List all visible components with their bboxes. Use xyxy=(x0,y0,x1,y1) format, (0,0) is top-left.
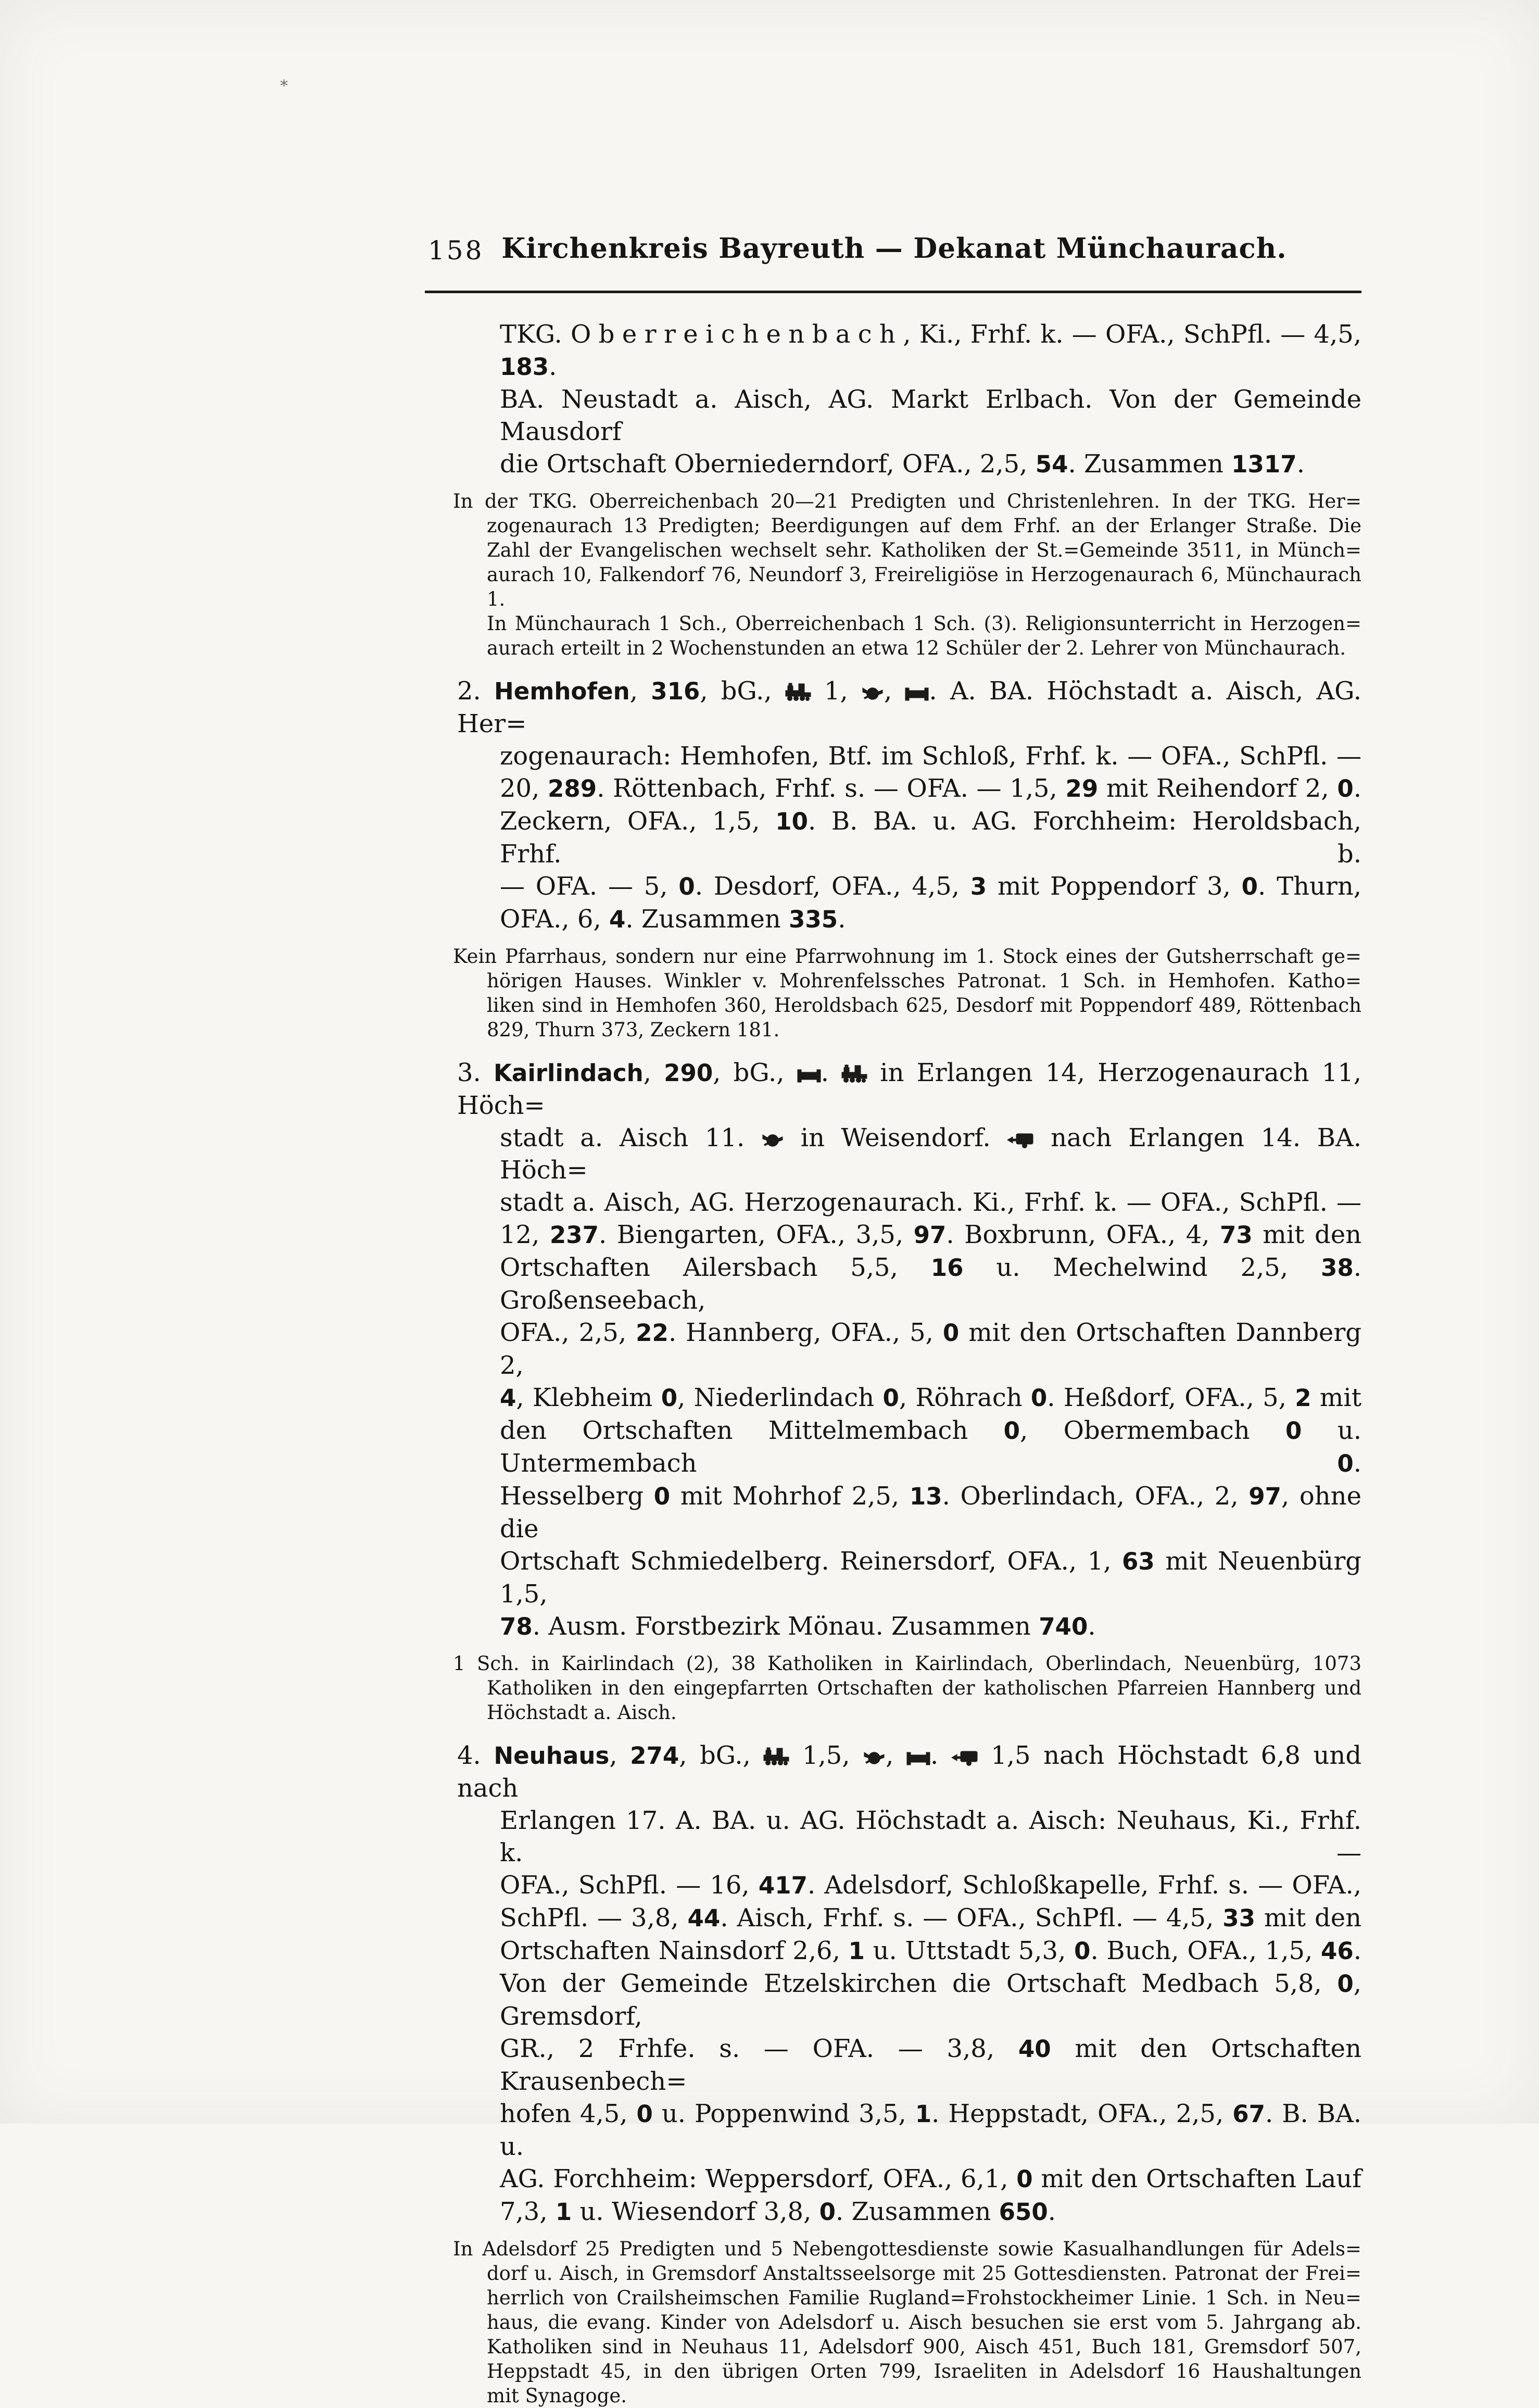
page-header xyxy=(427,232,1361,277)
text-line: In Münchaurach 1 Sch., Oberreichenbach 1 Sch. (3). Religionsunterricht in Herzogen= xyxy=(487,612,1361,635)
text-line: Von der Gemeinde Etzelskirchen die Ortschaft Medbach 5,8, 0, Gremsdorf, xyxy=(500,1969,1361,2031)
text-line: 78. Ausm. Forstbezirk Mönau. Zusammen 740. xyxy=(500,1612,1096,1641)
text-line: aurach 10, Falkendorf 76, Neundorf 3, Freireligiöse in Herzogenaurach 6, Münchaurach 1. xyxy=(487,563,1361,610)
posthorn-icon xyxy=(761,1133,784,1148)
text-line: 2. Hemhofen, 316, bG., 1, , . A. BA. Höchstadt a. Aisch, AG. Her= xyxy=(457,676,1362,738)
text-line: herrlich von Crailsheimschen Familie Rugland=Frohstockheimer Linie. 1 Sch. in Neu= xyxy=(487,2287,1361,2309)
text-line: haus, die evang. Kinder von Adelsdorf u. Aisch besuchen sie erst vom 5. Jahrgang ab. xyxy=(487,2311,1361,2334)
text-line: 3. Kairlindach, 290, bG., . in Erlangen 14, Herzogenaurach 11, Höch= xyxy=(457,1058,1362,1120)
text-line: Erlangen 17. A. BA. u. AG. Höchstadt a. Aisch: Neuhaus, Ki., Frhf. k. — xyxy=(500,1806,1361,1867)
text-line: GR., 2 Frhfe. s. — OFA. — 3,8, 40 mit den Ortschaften Krausenbech= xyxy=(500,2034,1361,2096)
entry-3-kairlindach xyxy=(457,1057,1362,1643)
entry-3-note xyxy=(453,1651,1361,1725)
page-title: Kirchenkreis Bayreuth — Dekanat Münchaurach. xyxy=(501,232,1287,265)
entry-2-hemhofen xyxy=(457,675,1362,936)
telegraph-icon xyxy=(905,687,929,701)
text-line: 7,3, 1 u. Wiesendorf 3,8, 0. Zusammen 650. xyxy=(500,2197,1056,2226)
text-line: Hesselberg 0 mit Mohrhof 2,5, 13. Oberlindach, OFA., 2, 97, ohne die xyxy=(500,1482,1362,1544)
corner-mark: * xyxy=(280,77,288,95)
railway-icon xyxy=(763,1747,789,1766)
entry-1-note xyxy=(453,489,1361,660)
entry-4-note xyxy=(453,2237,1361,2408)
text-line: 4, Klebheim 0, Niederlindach 0, Röhrach 0. Heßdorf, OFA., 5, 2 mit xyxy=(500,1383,1362,1412)
text-line: OFA., SchPfl. — 16, 417. Adelsdorf, Schloßkapelle, Frhf. s. — OFA., xyxy=(500,1871,1362,1900)
text-line: 12, 237. Biengarten, OFA., 3,5, 97. Boxbrunn, OFA., 4, 73 mit den xyxy=(500,1220,1362,1249)
text-line: OFA., 6, 4. Zusammen 335. xyxy=(500,905,846,934)
text-line: 4. Neuhaus, 274, bG., 1,5, , . 1,5 nach Höchstadt 6,8 und nach xyxy=(457,1741,1362,1803)
text-line: die Ortschaft Oberniederndorf, OFA., 2,5, 54. Zusammen 1317. xyxy=(500,449,1305,479)
text-line: zogenaurach: Hemhofen, Btf. im Schloß, Frhf. k. — OFA., SchPfl. — xyxy=(500,742,1361,771)
text-line: 1 Sch. in Kairlindach (2), 38 Katholiken in Kairlindach, Oberlindach, Neuenbürg, 1073 xyxy=(453,1652,1361,1675)
text-line: Zeckern, OFA., 1,5, 10. B. BA. u. AG. Forchheim: Heroldsbach, Frhf. b. xyxy=(500,807,1362,869)
text-line: Ortschaften Nainsdorf 2,6, 1 u. Uttstadt 5,3, 0. Buch, OFA., 1,5, 46. xyxy=(500,1936,1362,1965)
entry-1-continuation xyxy=(500,318,1361,481)
text-line: Heppstadt 45, in den übrigen Orten 799, Israeliten in Adelsdorf 16 Haushaltungen xyxy=(487,2360,1361,2382)
text-line: den Ortschaften Mittelmembach 0, Obermembach 0 u. Untermembach 0. xyxy=(500,1416,1361,1478)
text-line: stadt a. Aisch, AG. Herzogenaurach. Ki., Frhf. k. — OFA., SchPfl. — xyxy=(500,1188,1361,1217)
text-line: Katholiken sind in Neuhaus 11, Adelsdorf 900, Aisch 451, Buch 181, Gremsdorf 507, xyxy=(487,2336,1361,2358)
document-body xyxy=(427,318,1361,2408)
text-line: Höchstadt a. Aisch. xyxy=(487,1701,677,1724)
text-line: mit Synagoge. xyxy=(487,2385,627,2407)
text-line: stadt a. Aisch 11. in Weisendorf. nach Erlangen 14. BA. Höch= xyxy=(500,1123,1361,1185)
text-line: hörigen Hauses. Winkler v. Mohrenfelssches Patronat. 1 Sch. in Hemhofen. Katho= xyxy=(487,970,1361,992)
entry-4-neuhaus xyxy=(457,1739,1362,2228)
railway-icon xyxy=(785,683,811,701)
text-line: SchPfl. — 3,8, 44. Aisch, Frhf. s. — OFA., SchPfl. — 4,5, 33 mit den xyxy=(500,1903,1362,1933)
railway-icon xyxy=(841,1064,867,1083)
text-line: OFA., 2,5, 22. Hannberg, OFA., 5, 0 mit den Ortschaften Dannberg 2, xyxy=(500,1318,1362,1380)
text-line: liken sind in Hemhofen 360, Heroldsbach 625, Desdorf mit Poppendorf 489, Röttenbach xyxy=(487,994,1361,1017)
posthorn-icon xyxy=(861,686,884,701)
header-rule xyxy=(425,291,1361,293)
entry-2-note xyxy=(453,944,1361,1042)
posthorn-icon xyxy=(863,1750,886,1766)
text-line: hofen 4,5, 0 u. Poppenwind 3,5, 1. Heppstadt, OFA., 2,5, 67. B. BA. u. xyxy=(500,2099,1362,2161)
text-line: Ortschaften Ailersbach 5,5, 16 u. Mechelwind 2,5, 38. Großenseebach, xyxy=(500,1253,1361,1315)
text-line: Katholiken in den eingepfarrten Ortschaften der katholischen Pfarreien Hannberg und xyxy=(487,1677,1361,1699)
text-line: dorf u. Aisch, in Gremsdorf Anstaltsseelsorge mit 25 Gottesdiensten. Patronat der Frei= xyxy=(487,2262,1361,2285)
text-line: — OFA. — 5, 0. Desdorf, OFA., 4,5, 3 mit Poppendorf 3, 0. Thurn, xyxy=(500,872,1362,901)
text-line: zogenaurach 13 Predigten; Beerdigungen auf dem Frhf. an der Erlanger Straße. Die xyxy=(487,515,1361,537)
text-line: Kein Pfarrhaus, sondern nur eine Pfarrwohnung im 1. Stock eines der Gutsherrschaft ge= xyxy=(453,945,1361,968)
text-line: In Adelsdorf 25 Predigten und 5 Nebengottesdienste sowie Kasualhandlungen für Adels= xyxy=(453,2238,1361,2260)
telegraph-icon xyxy=(906,1751,930,1766)
text-line: BA. Neustadt a. Aisch, AG. Markt Erlbach. Von der Gemeinde Mausdorf xyxy=(500,385,1361,446)
text-line: Ortschaft Schmiedelberg. Reinersdorf, OFA., 1, 63 mit Neuenbürg 1,5, xyxy=(500,1547,1361,1609)
text-line: 20, 289. Röttenbach, Frhf. s. — OFA. — 1,5, 29 mit Reihendorf 2, 0. xyxy=(500,774,1362,803)
text-line: Zahl der Evangelischen wechselt sehr. Katholiken der St.=Gemeinde 3511, in Münch= xyxy=(487,539,1361,561)
text-line: 829, Thurn 373, Zeckern 181. xyxy=(487,1019,780,1041)
motor-coach-icon xyxy=(951,1749,978,1766)
motor-coach-icon xyxy=(1007,1132,1034,1148)
text-line: AG. Forchheim: Weppersdorf, OFA., 6,1, 0 mit den Ortschaften Lauf xyxy=(500,2164,1361,2193)
telegraph-icon xyxy=(797,1069,821,1083)
text-line: TKG. Oberreichenbach, Ki., Frhf. k. — OFA., SchPfl. — 4,5, 183. xyxy=(500,320,1361,381)
text-line: In der TKG. Oberreichenbach 20—21 Predigten und Christenlehren. In der TKG. Her= xyxy=(453,490,1361,512)
text-line: aurach erteilt in 2 Wochenstunden an etwa 12 Schüler der 2. Lehrer von Münchaurach. xyxy=(487,637,1346,659)
page-number: 158 xyxy=(428,235,484,266)
